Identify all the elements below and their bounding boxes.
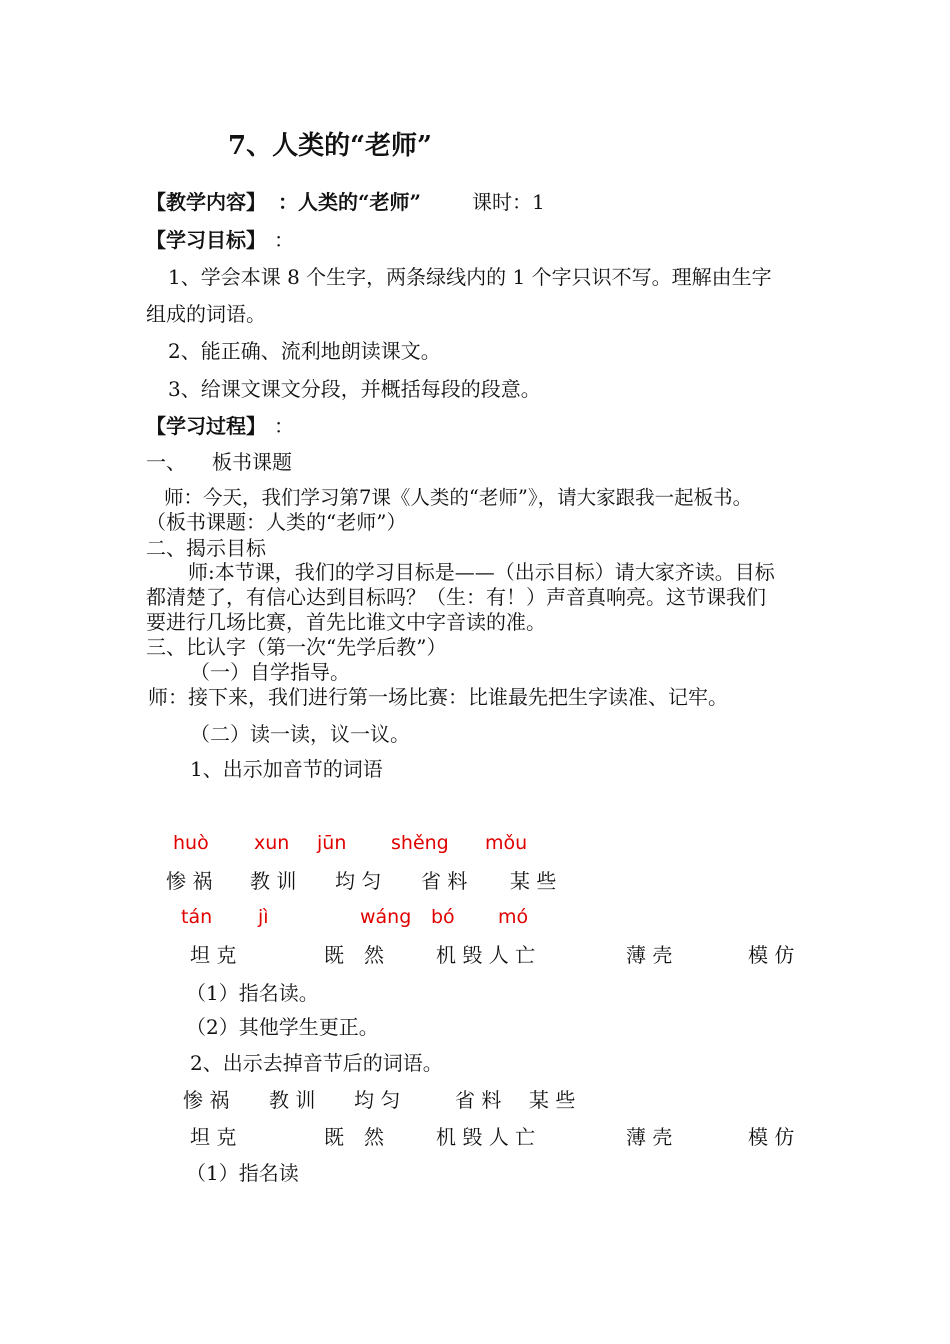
section3-sub1: （一）自学指导。 — [190, 660, 350, 684]
step2-title: 2、出示去掉音节后的词语。 — [190, 1051, 443, 1075]
section1-line: 师：今天，我们学习第7课《人类的“老师”》，请大家跟我一起板书。 — [164, 486, 753, 509]
step1-item: （1）指名读。 — [186, 981, 319, 1005]
word: 惨 祸 — [183, 1088, 230, 1112]
pinyin: mó — [498, 906, 529, 928]
pinyin: jūn — [317, 832, 347, 854]
section3-sub2: （二）读一读，议一议。 — [190, 722, 410, 746]
process-label: 【学习过程】 — [146, 414, 266, 438]
word: 某 些 — [510, 869, 557, 893]
section2-line: 要进行几场比赛，首先比谁文中字音读的准。 — [146, 610, 546, 634]
word: 省 料 — [455, 1088, 502, 1112]
content-value: ：人类的“老师” — [278, 190, 422, 214]
pinyin: bó — [431, 906, 455, 928]
section2-line: 师:本节课，我们的学习目标是——（出示目标）请大家齐读。目标 — [188, 560, 775, 584]
word: 薄 壳 — [626, 943, 673, 967]
goal-item: 组成的词语。 — [146, 302, 266, 326]
goal-item: 3、给课文课文分段，并概括每段的段意。 — [168, 377, 541, 401]
pinyin: tán — [181, 906, 213, 928]
word: 惨 祸 — [166, 869, 213, 893]
word: 既 然 — [324, 1125, 384, 1149]
content-label: 【教学内容】 — [146, 190, 266, 214]
pinyin: shěng — [391, 832, 449, 854]
word: 薄 壳 — [626, 1125, 673, 1149]
word: 省 料 — [421, 869, 468, 893]
word: 坦 克 — [190, 1125, 237, 1149]
section2-title: 二、揭示目标 — [146, 536, 266, 560]
section3-sub1-text: 师：接下来，我们进行第一场比赛：比谁最先把生字读准、记牢。 — [148, 685, 728, 709]
step2-item: （1）指名读 — [186, 1161, 299, 1185]
word: 模 仿 — [748, 1125, 795, 1149]
goal-item: 1、学会本课 8 个生字，两条绿线内的 1 个字只识不写。理解由生字 — [168, 265, 772, 289]
goals-label: 【学习目标】 — [146, 228, 266, 252]
word: 教 训 — [250, 869, 297, 893]
process-colon: ： — [274, 414, 294, 438]
section3-title: 三、比认字（第一次“先学后教”） — [146, 635, 447, 659]
page-title: 7、人类的“老师” — [228, 131, 433, 161]
word: 均 匀 — [354, 1088, 401, 1112]
pinyin: xun — [254, 832, 290, 854]
step1-item: （2）其他学生更正。 — [186, 1015, 379, 1039]
goal-item: 2、能正确、流利地朗读课文。 — [168, 339, 441, 363]
word: 坦 克 — [190, 943, 237, 967]
section1-title: 板书课题 — [212, 450, 292, 474]
step1-title: 1、出示加音节的词语 — [190, 757, 383, 781]
pinyin: huò — [173, 832, 209, 854]
word: 机 毁 人 亡 — [436, 943, 536, 967]
word: 机 毁 人 亡 — [436, 1125, 536, 1149]
section2-line: 都清楚了，有信心达到目标吗？（生：有！）声音真响亮。这节课我们 — [146, 585, 766, 609]
word: 某 些 — [529, 1088, 576, 1112]
pinyin: jì — [258, 906, 269, 928]
section1-number: 一、 — [146, 450, 186, 474]
word: 模 仿 — [748, 943, 795, 967]
goals-colon: ： — [274, 228, 294, 252]
word: 均 匀 — [335, 869, 382, 893]
section1-line: （板书课题：人类的“老师”） — [146, 510, 407, 534]
class-hours: 课时：1 — [472, 190, 545, 214]
word: 教 训 — [269, 1088, 316, 1112]
pinyin: wáng — [360, 906, 412, 928]
pinyin: mǒu — [485, 832, 528, 854]
word: 既 然 — [324, 943, 384, 967]
